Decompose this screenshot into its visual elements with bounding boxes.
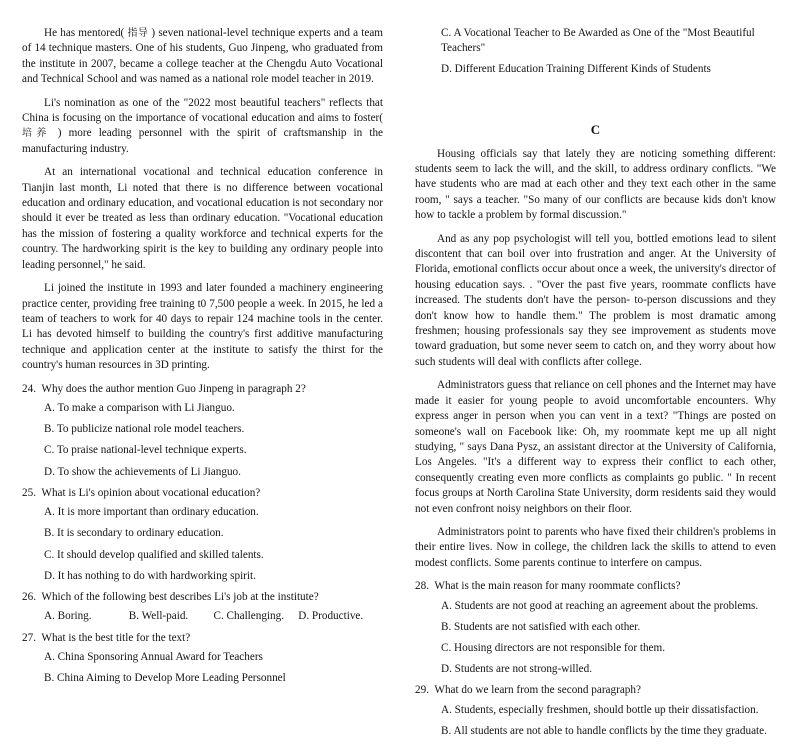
left-article-body [22,26,383,374]
section-spacer [415,84,776,104]
question-text: What do we learn from the second paragraph? [434,684,641,697]
right-article-body [415,147,776,572]
question-number: 29. [415,684,429,697]
paragraph-text: Li's nomination as one of the "2022 most beautiful teachers" reflects that China is focusing on the importance of vocational education and aims to foster( [22,96,383,125]
paragraph-p-administrators-guess [415,378,776,517]
answer-option[interactable]: A. It is more important than ordinary education. [44,506,259,519]
answer-option[interactable]: B. To publicize national role model teachers. [44,423,245,436]
section-heading-c: C [590,121,601,137]
answer-option[interactable]: B. Well-paid. [128,610,189,623]
left-questions [22,382,383,687]
paragraph-text: Administrators guess that reliance on cell phones and the Internet may have made it easier for young people to avoid uncomfortable encounters. Why express anger in person when you can vent in a text? "Things are posted on someone's wall on Facebook like: Oh, my roommate kept me up all night studying, " says Dana Pysz, an assistant director at the University of California, Los Angeles. "It's a different way to express their conflict to each other, consequently creating even more conflicts as complaints go public. " In recent focus groups at North Carolina State University, dorm residents said they would not even confront noisy neighbors on their floor. [415,379,776,515]
question-stem [415,683,776,698]
question-number: 28. [415,580,429,593]
answer-option[interactable]: D. To show the achievements of Li Jianguo. [44,465,241,478]
answer-option[interactable]: D. Students are not strong-willed. [441,663,593,676]
answer-option[interactable]: C. It should develop qualified and skilled talents. [44,548,264,561]
answer-option[interactable]: C. Challenging. [213,610,285,623]
paragraph-text: At an international vocational and technical education conference in Tianjin last month, Li noted that there is no difference between vocational education and ordinary education, and vocational education is not secondary nor should it ever be treated as less than ordinary education. "Vocational education has the mission of fostering a quality workforce and technical experts for the country. The hardworking spirit is the key to building any ordinary people into leading personnel," he said. [22,166,383,271]
question-stem [415,579,776,594]
question-stem [22,631,383,646]
answer-option[interactable]: A. Students, especially freshmen, should bottle up their dissatisfaction. [441,703,759,716]
answer-option[interactable]: C. Housing directors are not responsible for them. [441,641,666,654]
question-text: Why does the author mention Guo Jinpeng in paragraph 2? [41,382,306,395]
answer-option[interactable]: D. Productive. [298,610,364,623]
paragraph-text: And as any pop psychologist will tell you, bottled emotions lead to silent discontent that can boil over into frustration and anger. At the University of Florida, emotional conflicts occur about once a week, the university's director of housing education says. . "Over the past five years, roommate conflicts have increased. The students don't have the person- to-person discussions and they don't know how to handle them." The problem is most dramatic among freshmen; housing professionals say they see improvement as students move toward graduation, but some never seem to catch on, and they worry about how such students will deal with conflicts after college. [415,232,776,368]
answer-option[interactable]: C. To praise national-level technique experts. [44,444,247,457]
question-stem [22,486,383,501]
paragraph-p-nomination [22,96,383,158]
answer-option[interactable]: B. China Aiming to Develop More Leading Personnel [44,672,286,685]
right-questions [415,579,776,739]
left-column [22,26,399,692]
question-stem [22,590,383,605]
answer-option[interactable]: A. Students are not good at reaching an agreement about the problems. [441,599,759,612]
question-number: 26. [22,590,36,603]
question-text: Which of the following best describes Li's job at the institute? [41,590,319,603]
question-text: What is the main reason for many roommate conflicts? [434,580,681,593]
answer-option[interactable]: B. It is secondary to ordinary education. [44,527,224,540]
question-number: 27. [22,631,36,644]
paragraph-p-housing [415,147,776,224]
two-column-layout [22,26,776,745]
right-column [399,26,776,745]
question-number: 24. [22,382,36,395]
answer-option[interactable]: C. A Vocational Teacher to Be Awarded as One of the "Most Beautiful Teachers" [441,27,755,55]
paragraph-text: Li joined the institute in 1993 and later founded a machinery engineering practice center, providing free training t0 7,500 people a week. In 2015, he led a team of teachers to work for 40 days to repair 124 machine tools in the center. Li has devoted himself to building the country's first additive manufacturing technique and application center at the institute to satisfy the thirst for the country's human resources in 3D printing. [22,282,383,372]
answer-option[interactable]: D. Different Education Training Different Kinds of Students [441,63,711,76]
question-text: What is Li's opinion about vocational education? [41,486,261,499]
paragraph-p-administrators-point [415,525,776,571]
answer-option[interactable]: D. It has nothing to do with hardworking spirit. [44,569,256,582]
paragraph-text: Administrators point to parents who have fixed their children's problems in their entire lives. Now in college, the children lack the skills to attend to even modest conflicts. Some parents continue to interfere on campus. [415,525,776,569]
paragraph-text: ) seven national-level technique experts and a team of 14 technique masters. One of his students, Guo Jinpeng, who graduated from the institute in 2007, became a college teacher at the Chengdu Auto Vocational and Technical School and was named as a national role model teacher in 2019. [22,27,384,86]
paragraph-text: ) more leading personnel with the spirit of craftsmanship in the manufacturing industry. [22,127,384,155]
paragraph-p-institute [22,281,383,373]
answer-option[interactable]: A. To make a comparison with Li Jianguo. [44,401,235,414]
question-number: 25. [22,486,36,499]
paragraph-text: He has mentored( [44,27,128,39]
paragraph-p-psychologist [415,232,776,371]
answer-option[interactable]: A. Boring. [44,610,92,623]
answer-option[interactable]: B. All students are not able to handle conflicts by the time they graduate. [441,725,767,737]
paragraph-p-conference [22,165,383,273]
answer-option[interactable]: A. China Sponsoring Annual Award for Teachers [44,650,263,663]
option-row [22,609,383,624]
paragraph-p-mentored [22,26,383,88]
question-27-continued-options [415,26,776,78]
chinese-gloss: 培养 [22,128,51,140]
question-text: What is the best title for the text? [41,631,191,644]
paragraph-text: Housing officials say that lately they are noticing something different: students seem to lack the will, and the skill, to address ordinary conflicts. "We have students who are mad at each other and they text each other in the same room, " says a teacher. "So many of our conflicts are because kids don't know how to tackle a problem by formal discussion." [415,147,776,222]
answer-option[interactable]: B. Students are not satisfied with each other. [441,620,641,633]
question-stem [22,382,383,397]
chinese-gloss: 指导 [127,28,149,39]
